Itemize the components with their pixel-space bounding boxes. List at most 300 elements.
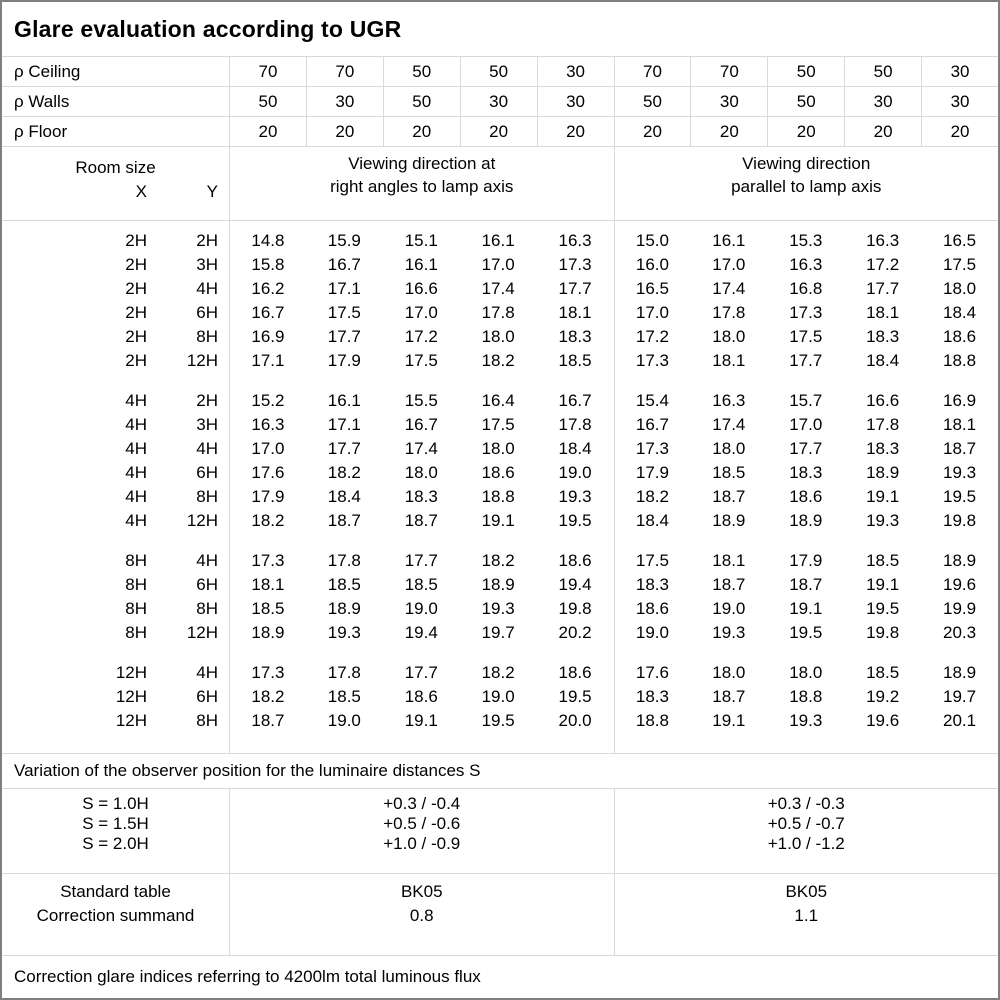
reflectance-row [2, 87, 998, 117]
reflectance-value: 20 [767, 117, 844, 146]
gap-cell [229, 221, 614, 229]
ugr-value: 18.1 [558, 303, 592, 322]
room-size-y: 12H [186, 351, 218, 370]
gap-cell [614, 645, 999, 661]
ugr-value: 16.7 [229, 301, 306, 325]
ugr-value: 16.7 [327, 255, 361, 274]
ugr-value: 17.4 [404, 439, 438, 458]
ugr-value: 17.0 [229, 437, 306, 461]
ugr-value: 17.7 [327, 439, 361, 458]
ugr-table-row [2, 437, 998, 461]
ugr-value: 18.4 [614, 509, 691, 533]
ugr-value: 15.5 [404, 391, 438, 410]
ugr-value: 16.1 [481, 231, 515, 250]
ugr-value: 17.9 [789, 551, 823, 570]
reflectance-value: 50 [460, 57, 537, 86]
room-size-header [2, 147, 229, 220]
reflectance-value: 20 [229, 117, 306, 146]
room-size-x: 2H [125, 327, 147, 346]
room-size-y: 3H [196, 255, 218, 274]
gap-cell [2, 221, 229, 229]
reflectance-value: 30 [537, 87, 614, 116]
ugr-value: 19.7 [481, 623, 515, 642]
ugr-value: 17.2 [614, 325, 691, 349]
ugr-value: 15.3 [789, 231, 823, 250]
reflectance-value: 70 [614, 57, 691, 86]
ugr-value: 18.6 [614, 597, 691, 621]
ugr-value: 17.7 [866, 279, 900, 298]
spacing-right-angles-values [229, 789, 614, 873]
spacing-value: +0.3 / -0.4 [383, 794, 461, 813]
room-size-x: 4H [125, 463, 147, 482]
ugr-value: 15.2 [229, 389, 306, 413]
ugr-table-row [2, 301, 998, 325]
reflectance-value: 20 [460, 117, 537, 146]
ugr-value: 17.3 [614, 437, 691, 461]
reflectance-value: 20 [844, 117, 921, 146]
ugr-value: 17.6 [229, 461, 306, 485]
ugr-value: 18.8 [943, 351, 977, 370]
ugr-value: 20.1 [943, 711, 977, 730]
ugr-value: 17.8 [327, 551, 361, 570]
gap-cell [229, 373, 614, 389]
ugr-value: 19.1 [712, 711, 746, 730]
room-size-y: 8H [196, 327, 218, 346]
ugr-value: 18.1 [712, 351, 746, 370]
ugr-value: 18.1 [712, 551, 746, 570]
ugr-value: 19.8 [866, 623, 900, 642]
ugr-table-row [2, 621, 998, 645]
ugr-value: 17.5 [404, 351, 438, 370]
ugr-table-row [2, 413, 998, 437]
ugr-value: 20.0 [558, 711, 592, 730]
ugr-value: 17.8 [866, 415, 900, 434]
ugr-table-row [2, 573, 998, 597]
group-gap-row [2, 221, 998, 229]
standard-labels [2, 874, 229, 955]
ugr-value: 17.6 [614, 661, 691, 685]
ugr-table-row [2, 325, 998, 349]
ugr-value: 18.4 [943, 303, 977, 322]
ugr-value: 15.7 [789, 391, 823, 410]
ugr-value: 18.6 [404, 687, 438, 706]
ugr-table-row [2, 549, 998, 573]
room-size-y: 4H [196, 439, 218, 458]
ugr-table-row [2, 597, 998, 621]
room-size-y: 8H [196, 711, 218, 730]
ugr-value: 19.3 [712, 623, 746, 642]
ugr-value: 19.5 [943, 487, 977, 506]
ugr-value: 18.5 [558, 351, 592, 370]
ugr-value: 18.1 [229, 573, 306, 597]
room-size-x: 8H [125, 551, 147, 570]
room-size-x: 4H [125, 439, 147, 458]
footer-note-row [2, 956, 998, 998]
room-size-x: 2H [125, 255, 147, 274]
group-gap-row [2, 733, 998, 753]
ugr-value: 18.7 [712, 575, 746, 594]
ugr-value: 19.1 [789, 599, 823, 618]
room-size-y: 6H [196, 303, 218, 322]
ugr-value: 18.9 [229, 621, 306, 645]
ugr-value: 16.2 [229, 277, 306, 301]
room-size-y: 12H [186, 623, 218, 642]
ugr-value: 16.8 [789, 279, 823, 298]
gap-cell [229, 645, 614, 661]
correction-summand-label: Correction summand [36, 906, 195, 925]
ugr-value: 17.7 [789, 439, 823, 458]
reflectance-value: 30 [844, 87, 921, 116]
ugr-value: 19.4 [404, 623, 438, 642]
ugr-value: 18.2 [229, 509, 306, 533]
ugr-value: 17.3 [558, 255, 592, 274]
ugr-value: 19.3 [866, 511, 900, 530]
ugr-value: 17.0 [404, 303, 438, 322]
variation-note: Variation of the observer position for the luminaire distances S [14, 761, 481, 780]
reflectance-value: 50 [844, 57, 921, 86]
ugr-value: 16.3 [558, 231, 592, 250]
ugr-value: 19.1 [404, 711, 438, 730]
ugr-value: 15.9 [327, 231, 361, 250]
y-axis-label: Y [206, 182, 218, 201]
ugr-value: 17.1 [229, 349, 306, 373]
ugr-value: 19.3 [481, 599, 515, 618]
correction-summand-value: 1.1 [794, 906, 819, 925]
ugr-value: 19.6 [866, 711, 900, 730]
ugr-value: 18.7 [327, 511, 361, 530]
reflectance-value: 30 [537, 57, 614, 86]
spacing-label: S = 1.0H [82, 794, 149, 813]
ugr-value: 18.3 [404, 487, 438, 506]
ugr-value: 16.9 [229, 325, 306, 349]
ugr-value: 18.9 [481, 575, 515, 594]
ugr-value: 18.0 [481, 327, 515, 346]
ugr-value: 17.5 [943, 255, 977, 274]
ugr-value: 19.3 [327, 623, 361, 642]
ugr-value: 19.3 [789, 711, 823, 730]
spacing-parallel-values [614, 789, 999, 873]
reflectance-value: 50 [383, 57, 460, 86]
ugr-value: 18.4 [327, 487, 361, 506]
ugr-table-row [2, 389, 998, 413]
room-size-x: 2H [125, 231, 147, 250]
ugr-value: 15.8 [229, 253, 306, 277]
ugr-value: 18.7 [404, 511, 438, 530]
reflectance-label: ρ Ceiling [14, 61, 81, 81]
ugr-value: 18.5 [866, 551, 900, 570]
ugr-value: 19.9 [943, 599, 977, 618]
ugr-value: 17.0 [712, 255, 746, 274]
standard-table-value: BK05 [400, 882, 443, 901]
room-size-x: 4H [125, 487, 147, 506]
ugr-table-row [2, 485, 998, 509]
ugr-value: 18.9 [866, 463, 900, 482]
ugr-value: 20.3 [943, 623, 977, 642]
ugr-value: 18.0 [712, 439, 746, 458]
column-header-row [2, 147, 998, 221]
ugr-table-row [2, 709, 998, 733]
ugr-value: 16.7 [614, 413, 691, 437]
gap-cell [229, 733, 614, 753]
xy-labels [2, 180, 229, 204]
ugr-value: 19.1 [481, 511, 515, 530]
room-size-label: Room size [75, 158, 156, 177]
ugr-value: 16.4 [481, 391, 515, 410]
ugr-value: 18.5 [712, 463, 746, 482]
right-angles-header-line1: Viewing direction at [348, 154, 496, 173]
ugr-value: 19.6 [943, 575, 977, 594]
ugr-value: 17.1 [327, 415, 361, 434]
group-gap-row [2, 373, 998, 389]
ugr-table-row [2, 685, 998, 709]
ugr-value: 17.0 [614, 301, 691, 325]
ugr-value: 19.4 [558, 575, 592, 594]
ugr-value: 18.0 [481, 439, 515, 458]
ugr-table-row [2, 509, 998, 533]
ugr-value: 16.3 [712, 391, 746, 410]
ugr-value: 19.2 [866, 687, 900, 706]
gap-cell [614, 221, 999, 229]
ugr-value: 18.3 [866, 439, 900, 458]
ugr-value: 18.2 [481, 351, 515, 370]
reflectance-value: 30 [921, 87, 998, 116]
ugr-value: 19.5 [558, 687, 592, 706]
room-size-y: 2H [196, 391, 218, 410]
ugr-value: 15.1 [404, 231, 438, 250]
ugr-value: 18.0 [712, 663, 746, 682]
room-size-x: 12H [115, 663, 147, 682]
gap-cell [2, 645, 229, 661]
spacing-value: +0.5 / -0.6 [383, 814, 461, 833]
ugr-value: 19.5 [866, 599, 900, 618]
spacing-value: +1.0 / -1.2 [767, 834, 845, 853]
ugr-value: 19.3 [558, 487, 592, 506]
ugr-value: 17.5 [789, 327, 823, 346]
ugr-value: 17.0 [789, 415, 823, 434]
ugr-table-row [2, 461, 998, 485]
group-gap-row [2, 645, 998, 661]
reflectance-value: 50 [383, 87, 460, 116]
ugr-value: 17.8 [481, 303, 515, 322]
ugr-value: 17.4 [712, 415, 746, 434]
parallel-group-header [614, 147, 999, 220]
ugr-value: 16.3 [789, 255, 823, 274]
reflectance-label: ρ Floor [14, 121, 68, 141]
ugr-value: 18.6 [943, 327, 977, 346]
ugr-value: 17.3 [789, 303, 823, 322]
ugr-value: 17.3 [614, 349, 691, 373]
ugr-value: 17.9 [327, 351, 361, 370]
ugr-value: 18.7 [943, 439, 977, 458]
reflectance-value: 70 [306, 57, 383, 86]
ugr-value: 16.1 [712, 231, 746, 250]
spacing-label: S = 2.0H [82, 834, 149, 853]
group-gap-row [2, 533, 998, 549]
parallel-header-line1: Viewing direction [742, 154, 871, 173]
ugr-value: 16.3 [866, 231, 900, 250]
ugr-table-row [2, 253, 998, 277]
ugr-value: 15.4 [614, 389, 691, 413]
ugr-value: 17.2 [404, 327, 438, 346]
ugr-value: 18.0 [943, 279, 977, 298]
ugr-value: 15.0 [614, 229, 691, 253]
standard-table-section [2, 874, 998, 956]
ugr-value: 16.6 [866, 391, 900, 410]
room-size-y: 8H [196, 487, 218, 506]
ugr-value: 17.2 [866, 255, 900, 274]
ugr-table-row [2, 277, 998, 301]
reflectance-value: 20 [383, 117, 460, 146]
ugr-value: 18.5 [327, 687, 361, 706]
ugr-value: 18.4 [558, 439, 592, 458]
ugr-value: 16.0 [614, 253, 691, 277]
ugr-data-section [2, 221, 998, 754]
gap-cell [2, 533, 229, 549]
ugr-value: 18.6 [558, 663, 592, 682]
ugr-value: 17.9 [229, 485, 306, 509]
reflectance-value: 70 [690, 57, 767, 86]
ugr-value: 18.7 [229, 709, 306, 733]
reflectance-value: 50 [767, 87, 844, 116]
ugr-table-row [2, 661, 998, 685]
ugr-value: 17.5 [614, 549, 691, 573]
ugr-value: 16.6 [404, 279, 438, 298]
ugr-value: 19.0 [558, 463, 592, 482]
room-size-y: 3H [196, 415, 218, 434]
ugr-value: 18.3 [866, 327, 900, 346]
ugr-value: 17.7 [558, 279, 592, 298]
spacing-value: +0.3 / -0.3 [767, 794, 845, 813]
ugr-value: 19.7 [943, 687, 977, 706]
room-size-y: 12H [186, 511, 218, 530]
reflectance-value: 50 [614, 87, 691, 116]
ugr-value: 16.5 [614, 277, 691, 301]
ugr-value: 17.5 [327, 303, 361, 322]
page-title: Glare evaluation according to UGR [14, 15, 402, 42]
room-size-x: 12H [115, 687, 147, 706]
ugr-value: 16.7 [404, 415, 438, 434]
room-size-x: 2H [125, 351, 147, 370]
ugr-value: 19.0 [327, 711, 361, 730]
ugr-value: 18.1 [866, 303, 900, 322]
ugr-value: 17.8 [712, 303, 746, 322]
ugr-value: 18.0 [789, 663, 823, 682]
ugr-value: 17.9 [614, 461, 691, 485]
ugr-value: 18.5 [327, 575, 361, 594]
ugr-value: 19.0 [712, 599, 746, 618]
reflectance-label: ρ Walls [14, 91, 70, 111]
gap-cell [229, 533, 614, 549]
ugr-value: 18.9 [943, 663, 977, 682]
standard-table-value: BK05 [785, 882, 828, 901]
ugr-value: 18.3 [614, 685, 691, 709]
ugr-value: 17.8 [558, 415, 592, 434]
gap-cell [614, 373, 999, 389]
ugr-value: 18.7 [712, 687, 746, 706]
reflectance-value: 20 [690, 117, 767, 146]
ugr-value: 16.3 [229, 413, 306, 437]
reflectance-section [2, 57, 998, 147]
ugr-value: 18.2 [614, 485, 691, 509]
ugr-value: 18.9 [327, 599, 361, 618]
gap-cell [614, 733, 999, 753]
room-size-y: 6H [196, 687, 218, 706]
spacing-labels [2, 789, 229, 873]
ugr-value: 18.9 [943, 551, 977, 570]
ugr-value: 19.0 [481, 687, 515, 706]
ugr-value: 19.5 [481, 711, 515, 730]
ugr-value: 18.7 [712, 487, 746, 506]
room-size-y: 4H [196, 663, 218, 682]
ugr-value: 18.0 [404, 463, 438, 482]
ugr-table-row [2, 229, 998, 253]
reflectance-value: 20 [921, 117, 998, 146]
ugr-value: 18.6 [481, 463, 515, 482]
ugr-value: 19.1 [866, 487, 900, 506]
reflectance-value: 30 [690, 87, 767, 116]
ugr-table-row [2, 349, 998, 373]
ugr-value: 17.5 [481, 415, 515, 434]
ugr-value: 17.4 [712, 279, 746, 298]
title-row [2, 2, 998, 57]
room-size-y: 4H [196, 279, 218, 298]
ugr-value: 18.9 [789, 511, 823, 530]
room-size-x: 2H [125, 279, 147, 298]
ugr-value: 19.3 [943, 463, 977, 482]
ugr-value: 18.8 [614, 709, 691, 733]
ugr-value: 18.8 [789, 687, 823, 706]
ugr-value: 17.4 [481, 279, 515, 298]
ugr-value: 19.5 [789, 623, 823, 642]
reflectance-row [2, 117, 998, 147]
parallel-header-line2: parallel to lamp axis [731, 177, 882, 196]
ugr-value: 19.8 [943, 511, 977, 530]
footer-note: Correction glare indices referring to 4200lm total luminous flux [14, 967, 481, 986]
ugr-value: 18.3 [614, 573, 691, 597]
ugr-value: 17.0 [481, 255, 515, 274]
standard-table-label: Standard table [60, 882, 171, 901]
room-size-y: 6H [196, 575, 218, 594]
room-size-x: 8H [125, 599, 147, 618]
room-size-y: 2H [196, 231, 218, 250]
reflectance-value: 70 [229, 57, 306, 86]
ugr-value: 16.1 [404, 255, 438, 274]
ugr-value: 18.2 [327, 463, 361, 482]
right-angles-group-header [229, 147, 614, 220]
ugr-value: 17.3 [229, 549, 306, 573]
ugr-value: 16.7 [558, 391, 592, 410]
ugr-value: 17.3 [229, 661, 306, 685]
ugr-value: 20.2 [558, 623, 592, 642]
ugr-value: 18.5 [866, 663, 900, 682]
ugr-value: 18.3 [558, 327, 592, 346]
reflectance-value: 20 [306, 117, 383, 146]
ugr-value: 18.0 [712, 327, 746, 346]
spacing-value: +0.5 / -0.7 [767, 814, 845, 833]
spacing-value: +1.0 / -0.9 [383, 834, 461, 853]
room-size-y: 4H [196, 551, 218, 570]
reflectance-value: 30 [460, 87, 537, 116]
reflectance-row [2, 57, 998, 87]
x-axis-label: X [135, 182, 147, 201]
ugr-value: 16.5 [943, 231, 977, 250]
room-size-x: 4H [125, 391, 147, 410]
gap-cell [2, 373, 229, 389]
ugr-value: 18.2 [229, 685, 306, 709]
reflectance-value: 50 [229, 87, 306, 116]
ugr-value: 17.1 [327, 279, 361, 298]
reflectance-value: 20 [537, 117, 614, 146]
